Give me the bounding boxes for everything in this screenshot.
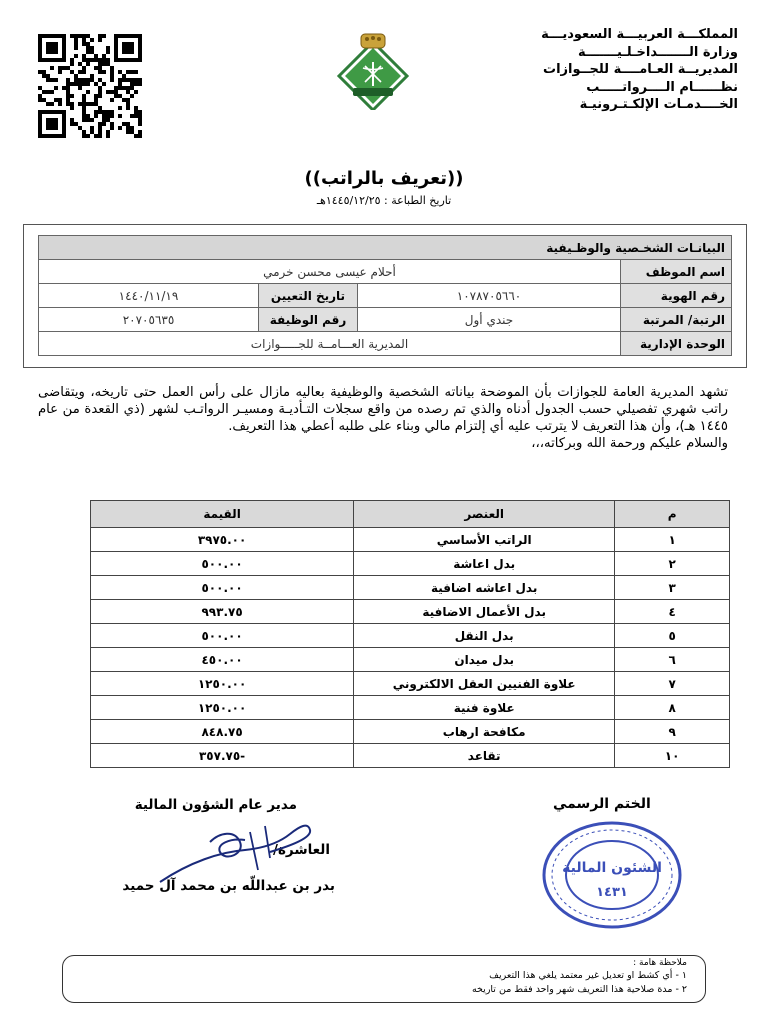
header-line-kingdom: المملكـــة العربيـــة السعوديـــة [541, 27, 738, 42]
row-value: -٣٥٧.٧٥ [91, 744, 354, 768]
manager-rank: العاشرة/ [273, 842, 330, 858]
row-value: ١٢٥٠.٠٠ [91, 696, 354, 720]
personal-info-table [38, 235, 732, 356]
ministry-header [508, 26, 738, 114]
personal-info-box [23, 224, 747, 368]
manager-title: مدير عام الشؤون المالية [134, 797, 297, 813]
row-num: ٧ [615, 672, 730, 696]
row-num: ٨ [615, 696, 730, 720]
unit-label: الوحدة الإدارية [621, 332, 732, 356]
row-num: ٣ [615, 576, 730, 600]
row-item: بدل الأعمال الاضافية [354, 600, 615, 624]
print-date: تاريخ الطباعة : ١٤٤٥/١٢/٢٥هـ [316, 194, 452, 207]
note-line: ١ - أي كشط او تعديل غير معتمد يلغي هذا التعريف [489, 970, 687, 981]
stamp-text: الشئون المالية [562, 860, 662, 876]
rank-value: جندي أول [358, 308, 621, 332]
table-row [91, 696, 730, 720]
header-num: م [615, 501, 730, 528]
row-item: علاوة الفنيين العقل الالكتروني [354, 672, 615, 696]
header-item: العنصر [354, 501, 615, 528]
table-row [91, 744, 730, 768]
row-item: الراتب الأساسي [354, 528, 615, 552]
row-value: ٥٠٠.٠٠ [91, 576, 354, 600]
row-item: تقاعد [354, 744, 615, 768]
row-value: ٨٤٨.٧٥ [91, 720, 354, 744]
stamp-year: ١٤٣١ [596, 885, 628, 900]
table-row [91, 600, 730, 624]
row-item: مكافحة ارهاب [354, 720, 615, 744]
manager-name: بدر بن عبداللّه بن محمد آل حميد [122, 878, 335, 894]
section-title: البيانـات الشخـصية والوظـيفية [39, 236, 732, 260]
statement-closing: والسلام عليكم ورحمة الله وبركاته،،، [531, 436, 728, 451]
table-row [91, 624, 730, 648]
table-row [91, 552, 730, 576]
row-value: ٣٩٧٥.٠٠ [91, 528, 354, 552]
table-row [91, 648, 730, 672]
employee-name-label: اسم الموظف [621, 260, 732, 284]
note-line: ٢ - مدة صلاحية هذا التعريف شهر واحد فقط من تاريخه [471, 984, 687, 995]
signature-icon [150, 812, 315, 892]
row-num: ٥ [615, 624, 730, 648]
row-value: ٥٠٠.٠٠ [91, 552, 354, 576]
row-num: ٩ [615, 720, 730, 744]
header-line-directorate: المديريــة العـامــــة للجــوازات [543, 62, 738, 77]
hire-date-label: تاريخ التعيين [259, 284, 358, 308]
row-num: ١٠ [615, 744, 730, 768]
header-line-services: الخــــدمـات الإلكـتـرونيـة [579, 97, 738, 112]
row-value: ٥٠٠.٠٠ [91, 624, 354, 648]
official-stamp-icon [540, 820, 685, 930]
row-num: ١ [615, 528, 730, 552]
hire-date-value: ١٤٤٠/١١/١٩ [39, 284, 259, 308]
row-num: ٦ [615, 648, 730, 672]
row-value: ١٢٥٠.٠٠ [91, 672, 354, 696]
row-item: بدل النقل [354, 624, 615, 648]
header-line-system: نظــــــام الــــرواتـــــب [586, 79, 738, 95]
row-item: علاوة فنية [354, 696, 615, 720]
row-item: بدل اعاشة [354, 552, 615, 576]
job-number-value: ٢٠٧٠٥٦٣٥ [39, 308, 259, 332]
note-title: ملاحظة هامة : [633, 958, 687, 968]
document-title: ((تعريف بالراتب)) [304, 168, 464, 189]
row-value: ٤٥٠.٠٠ [91, 648, 354, 672]
rank-label: الرتبة/ المرتبة [621, 308, 732, 332]
unit-value: المديرية العـــامــة للجـــــوازات [39, 332, 621, 356]
row-num: ٢ [615, 552, 730, 576]
job-number-label: رقم الوظيفة [259, 308, 358, 332]
salary-table [90, 500, 730, 768]
statement-text: تشهد المديرية العامة للجوازات بأن الموضحة بياناته الشخصية والوظيفية بعاليه مازال على رأس العمل حتى تاريخه، ويتقاضى راتب شهري تفصيلي حسب الجدول أدناه والذي تم رصده من واقع سجلات التـأديـة ومسيـر الرواتـب لشهر (ذي القعدة من عام ١٤٤٥ هـ)، وأن هذا التعريف لا يترتب عليه أي إلتزام مالي وبناء على طلبه أعطي هذا التعريف. [38, 385, 728, 434]
id-label: رقم الهوية [621, 284, 732, 308]
header-value: القيمة [91, 501, 354, 528]
employee-name-value: أحلام عيسى محسن خرمي [39, 260, 621, 284]
row-item: بدل اعاشه اضافية [354, 576, 615, 600]
table-row [91, 576, 730, 600]
table-row [91, 720, 730, 744]
table-row [91, 672, 730, 696]
row-value: ٩٩٣.٧٥ [91, 600, 354, 624]
statement-paragraph [38, 384, 728, 452]
qr-code-icon [38, 34, 142, 138]
header-line-ministry: وزارة الـــــــداخـلـيـــــــة [578, 44, 738, 60]
row-num: ٤ [615, 600, 730, 624]
jawazat-emblem-icon [333, 30, 413, 110]
table-row [91, 528, 730, 552]
id-value: ١٠٧٨٧٠٥٦٦٠ [358, 284, 621, 308]
salary-table-header [91, 501, 730, 528]
important-note-box [62, 955, 706, 1003]
row-item: بدل ميدان [354, 648, 615, 672]
official-stamp-label: الختم الرسمي [553, 796, 651, 812]
